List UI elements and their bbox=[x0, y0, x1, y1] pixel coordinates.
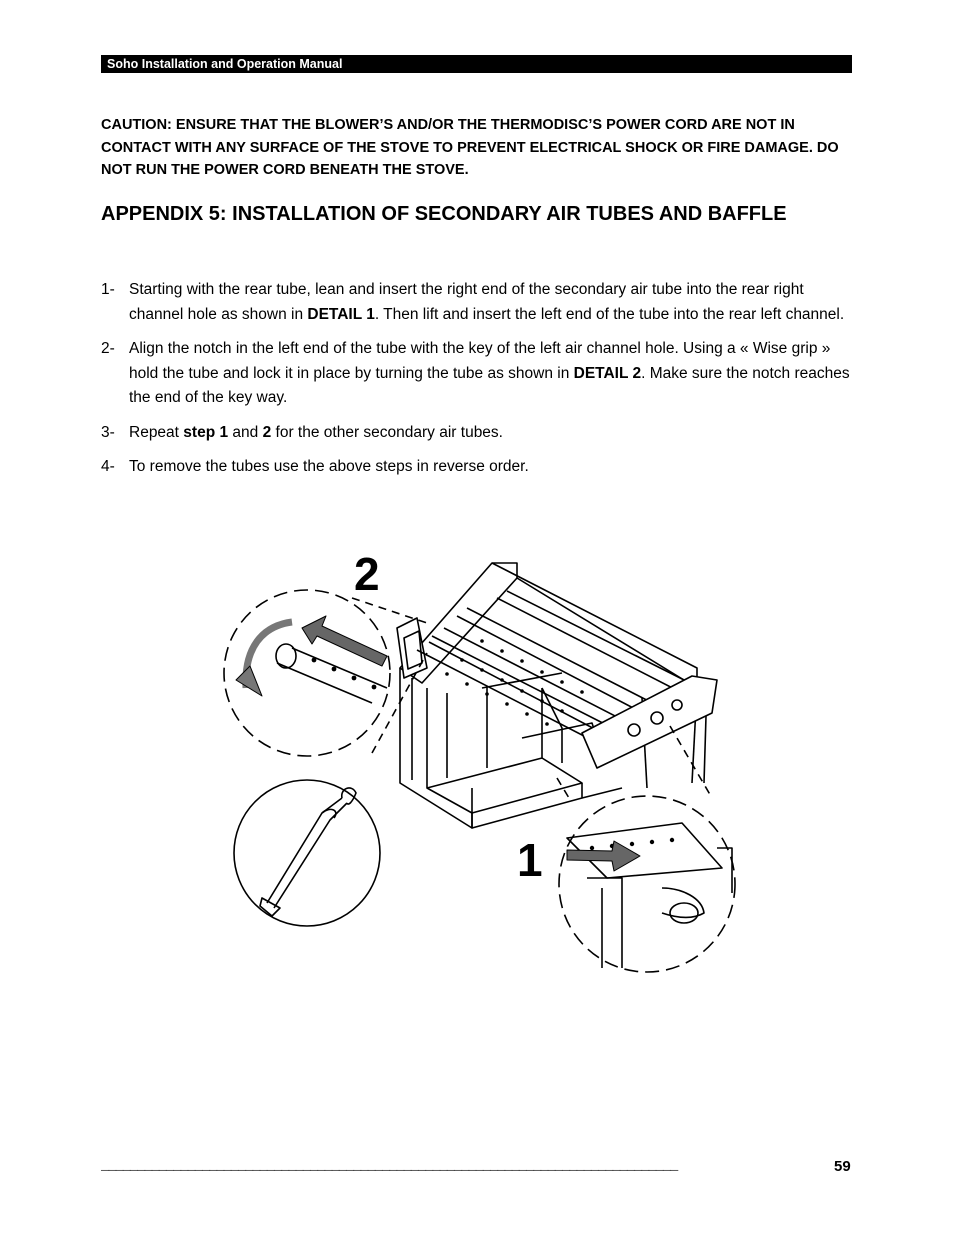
step-2 bbox=[101, 337, 861, 411]
caution-notice: CAUTION: ENSURE THAT THE BLOWER’S AND/OR THE THERMODISC’S POWER CORD ARE NOT IN CONTACT WITH ANY SURFACE OF THE STOVE TO PREVENT ELECTRICAL SHOCK OR FIRE DAMAGE. DO NOT RUN THE POWER CORD BENEATH THE STOVE. bbox=[101, 117, 839, 178]
step-number: 4- bbox=[101, 458, 115, 475]
instruction-steps bbox=[101, 278, 861, 490]
step-number: 1- bbox=[101, 281, 115, 298]
step-number: 2- bbox=[101, 340, 115, 357]
step-text: To remove the tubes use the above steps in reverse order. bbox=[129, 458, 529, 475]
step-text: Repeat bbox=[129, 423, 184, 441]
step-number: 3- bbox=[101, 423, 115, 441]
detail-2-label: 2 bbox=[354, 548, 380, 600]
step-text: . Then lift and insert the left end of the tube into the rear left channel. bbox=[374, 305, 845, 323]
header-bar bbox=[101, 55, 852, 73]
step-text: Align the notch in the left end of the tube with the key of the left air channel hole. Using a « Wise grip » hold the tube and lock it in place by turning the tube as shown in bbox=[129, 340, 831, 382]
air-channel-bar bbox=[582, 676, 717, 768]
appendix-title: APPENDIX 5: INSTALLATION OF SECONDARY AIR TUBES AND BAFFLE bbox=[101, 203, 787, 225]
installation-illustration bbox=[222, 548, 737, 978]
step-4 bbox=[101, 455, 861, 480]
step-3 bbox=[101, 421, 861, 446]
step-reference: 2 bbox=[262, 423, 272, 441]
locking-pliers-detail bbox=[234, 780, 380, 926]
step-text: . Make sure the notch reaches the end of the key way. bbox=[129, 364, 850, 406]
step-text: for the other secondary air tubes. bbox=[271, 423, 503, 441]
step-1 bbox=[101, 278, 861, 327]
step-text: Starting with the rear tube, lean and insert the right end of the secondary air tube into the rear right channel hole as shown in bbox=[129, 281, 804, 323]
detail-1-circle bbox=[559, 796, 735, 972]
detail-reference: DETAIL 2 bbox=[573, 364, 642, 382]
footer-rule: ________________________________________________________________________________ bbox=[101, 1158, 678, 1174]
step-reference: step 1 bbox=[183, 423, 229, 441]
detail-reference: DETAIL 1 bbox=[307, 305, 375, 323]
step-text: and bbox=[228, 423, 263, 441]
detail-1-label: 1 bbox=[517, 834, 543, 886]
page-number: 59 bbox=[834, 1158, 851, 1175]
manual-title: Soho Installation and Operation Manual bbox=[107, 57, 343, 71]
